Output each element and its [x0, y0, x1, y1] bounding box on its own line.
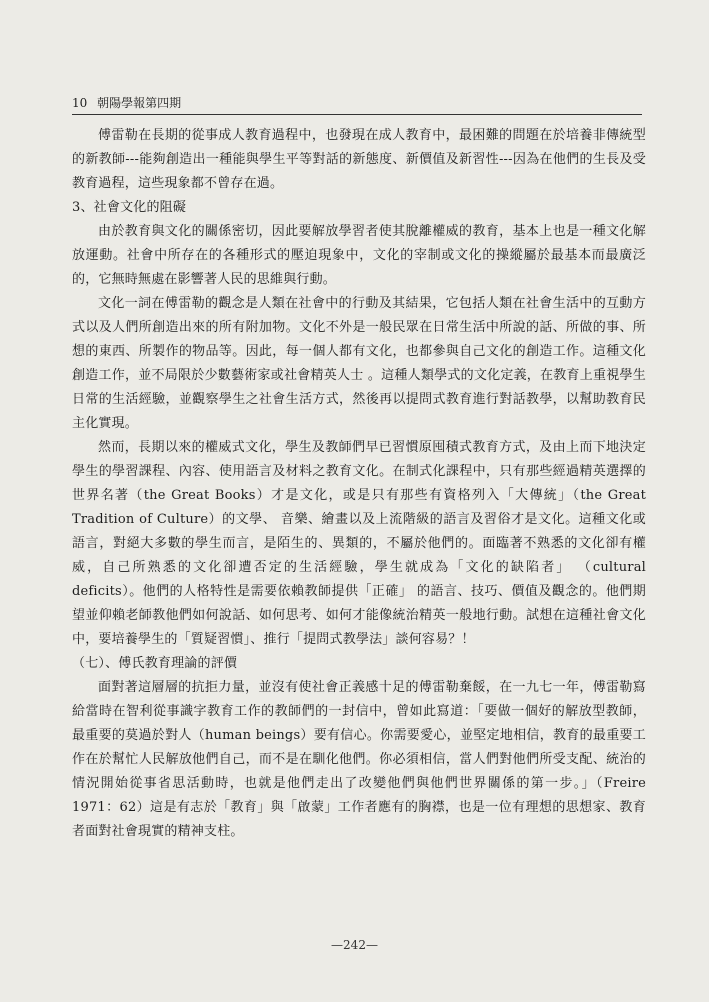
page-footer-number: —242—: [331, 938, 378, 952]
running-header: [72, 92, 642, 115]
paragraph-5: 面對著這層層的抗拒力量，並沒有使社會正義感十足的傅雷勒棄餒，在一九七一年，傅雷勒寫給當時在智利從事識字教育工作的教師們的一封信中，曾如此寫道：「要做一個好的解放型教師，最重要的莫過於對人（human beings）要有信心。你需要愛心，並堅定地相信，教育的最重要工作在於幫忙人民解放他們自己，而不是在馴化他們。你必須相信，當人們對他們所受支配、統治的情況開始從事省思活動時，也就是他們走出了改變他們與他們世界關係的第一步。」（Freire 1971：62）這是有志於「教育」與「啟蒙」工作者應有的胸襟，也是一位有理想的思想家、教育者面對社會現實的精神支柱。: [72, 680, 646, 839]
paragraph-2: 由於教育與文化的關係密切，因此要解放學習者使其脫離權威的教育，基本上也是一種文化解放運動。社會中所存在的各種形式的壓迫現象中，文化的宰制或文化的操縱屬於最基本而最廣泛的，它無時無處在影響著人民的思維與行動。: [72, 224, 646, 287]
paragraph-3: 文化一詞在傅雷勒的觀念是人類在社會中的行動及其結果，它包括人類在社會生活中的互動方式以及人們所創造出來的所有附加物。文化不外是一般民眾在日常生活中所說的話、所做的事、所想的東西、所製作的物品等。因此，每一個人都有文化，也都參與自己文化的創造工作。這種文化創造工作，並不局限於少數藝術家或社會精英人士 。這種人類學式的文化定義，在教育上重視學生日常的生活經驗，並觀察學生之社會生活方式，然後再以提問式教育進行對話教學，以幫助教育民主化實現。: [72, 296, 646, 431]
section-heading-evaluation: （七）、傅氏教育理論的評價: [72, 656, 238, 671]
article-body: [72, 124, 646, 844]
section-heading-social-culture: 3、社會文化的阻礙: [72, 200, 187, 215]
paragraph-1: 傅雷勒在長期的從事成人教育過程中，也發現在成人教育中，最困難的問題在於培養非傳統型的新教師---能夠創造出一種能與學生平等對話的新態度、新價值及新習性---因為在他們的生長及受教育過程，這些現象都不曾存在過。: [72, 128, 646, 191]
journal-title: 朝陽學報第四期: [97, 96, 182, 110]
header-page-number: 10: [72, 96, 88, 110]
paragraph-4: 然而，長期以來的權威式文化，學生及教師們早已習慣原囤積式教育方式，及由上而下地決定學生的學習課程、內容、使用語言及材料之教育文化。在制式化課程中，只有那些經過精英選擇的世界名著（the Great Books）才是文化，或是只有那些有資格列入「大傳統」（the Great Tradition of Culture）的文學、 音樂、繪畫以及上流階級的語言及習俗才是文化。這種文化或語言，對絕大多數的學生而言，是陌生的、異類的，不屬於他們的。面臨著不熟悉的文化卻有權威，自己所熟悉的文化卻遭否定的生活經驗，學生就成為「文化的缺陷者」 （cultural deficits）。他們的人格特性是需要依賴教師提供「正確」 的語言、技巧、價值及觀念的。他們期望並仰賴老師教他們如何說話、如何思考、如何才能像統治精英一般地行動。試想在這種社會文化中，要培養學生的「質疑習慣」、推行「提問式教學法」談何容易？！: [72, 440, 646, 647]
